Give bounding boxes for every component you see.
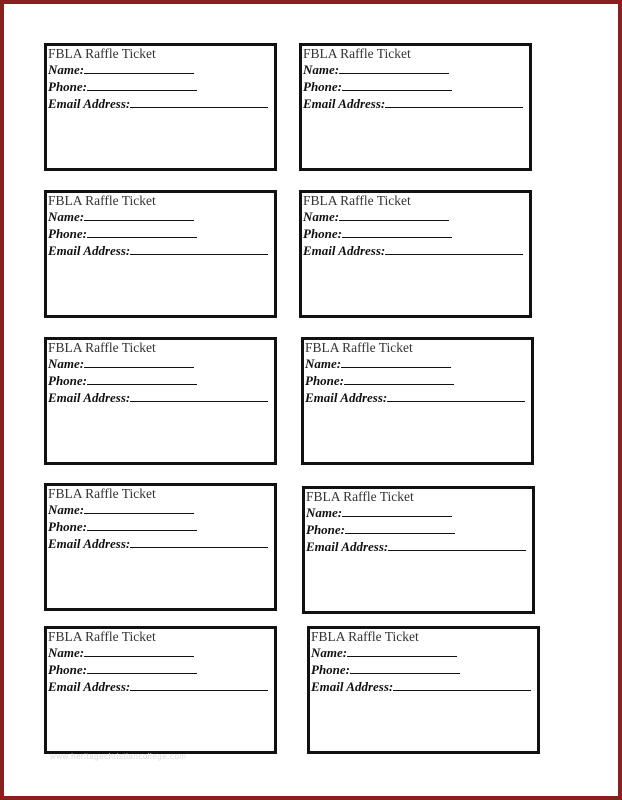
ticket-title: FBLA Raffle Ticket <box>305 340 413 355</box>
phone-blank-line <box>350 662 460 674</box>
name-field <box>48 502 194 517</box>
email-field <box>305 390 525 405</box>
phone-field <box>48 519 197 534</box>
watermark: www.heritagechristiancollege.com <box>50 752 187 761</box>
phone-field <box>48 79 197 94</box>
phone-blank-line <box>342 226 452 238</box>
name-field <box>303 62 449 77</box>
email-label: Email Address: <box>303 243 386 258</box>
name-field <box>48 209 194 224</box>
email-blank-line <box>385 243 523 255</box>
email-label: Email Address: <box>48 536 131 551</box>
name-label: Name: <box>48 645 85 660</box>
name-blank-line <box>339 62 449 74</box>
phone-label: Phone: <box>311 662 350 677</box>
name-label: Name: <box>48 62 85 77</box>
email-field <box>303 96 523 111</box>
email-field <box>306 539 526 554</box>
ticket-title: FBLA Raffle Ticket <box>303 193 411 208</box>
name-field <box>48 62 194 77</box>
email-label: Email Address: <box>311 679 394 694</box>
phone-field <box>303 79 452 94</box>
ticket-title: FBLA Raffle Ticket <box>303 46 411 61</box>
name-label: Name: <box>303 209 340 224</box>
name-field <box>305 356 451 371</box>
email-blank-line <box>130 536 268 548</box>
raffle-ticket <box>44 337 277 465</box>
email-blank-line <box>130 96 268 108</box>
raffle-ticket <box>307 626 540 754</box>
ticket-title: FBLA Raffle Ticket <box>48 340 156 355</box>
phone-label: Phone: <box>48 662 87 677</box>
email-label: Email Address: <box>305 390 388 405</box>
email-blank-line <box>385 96 523 108</box>
ticket-title: FBLA Raffle Ticket <box>48 193 156 208</box>
name-blank-line <box>84 502 194 514</box>
name-blank-line <box>339 209 449 221</box>
ticket-title: FBLA Raffle Ticket <box>48 46 156 61</box>
phone-label: Phone: <box>48 373 87 388</box>
name-label: Name: <box>48 502 85 517</box>
name-field <box>48 645 194 660</box>
raffle-ticket <box>299 190 532 318</box>
ticket-title: FBLA Raffle Ticket <box>48 629 156 644</box>
phone-label: Phone: <box>303 226 342 241</box>
ticket-title: FBLA Raffle Ticket <box>311 629 419 644</box>
phone-field <box>48 226 197 241</box>
phone-label: Phone: <box>306 522 345 537</box>
name-blank-line <box>342 505 452 517</box>
email-label: Email Address: <box>48 390 131 405</box>
phone-blank-line <box>344 373 454 385</box>
name-label: Name: <box>311 645 348 660</box>
name-blank-line <box>84 356 194 368</box>
email-blank-line <box>130 390 268 402</box>
name-label: Name: <box>306 505 343 520</box>
email-blank-line <box>130 679 268 691</box>
name-field <box>306 505 452 520</box>
phone-label: Phone: <box>48 519 87 534</box>
phone-label: Phone: <box>303 79 342 94</box>
email-field <box>48 390 268 405</box>
email-label: Email Address: <box>48 96 131 111</box>
name-label: Name: <box>48 356 85 371</box>
phone-blank-line <box>342 79 452 91</box>
email-field <box>48 243 268 258</box>
ticket-title: FBLA Raffle Ticket <box>48 486 156 501</box>
phone-blank-line <box>87 79 197 91</box>
raffle-ticket <box>302 486 535 614</box>
email-field <box>303 243 523 258</box>
raffle-ticket <box>44 43 277 171</box>
email-field <box>48 679 268 694</box>
email-label: Email Address: <box>48 679 131 694</box>
name-label: Name: <box>305 356 342 371</box>
phone-field <box>48 373 197 388</box>
phone-field <box>305 373 454 388</box>
email-field <box>48 96 268 111</box>
email-label: Email Address: <box>48 243 131 258</box>
name-blank-line <box>347 645 457 657</box>
raffle-ticket <box>44 626 277 754</box>
name-field <box>303 209 449 224</box>
email-blank-line <box>388 539 526 551</box>
raffle-ticket <box>299 43 532 171</box>
name-field <box>311 645 457 660</box>
phone-blank-line <box>87 226 197 238</box>
name-blank-line <box>84 209 194 221</box>
name-blank-line <box>84 62 194 74</box>
phone-label: Phone: <box>48 226 87 241</box>
name-field <box>48 356 194 371</box>
phone-field <box>48 662 197 677</box>
ticket-title: FBLA Raffle Ticket <box>306 489 414 504</box>
phone-field <box>306 522 455 537</box>
name-blank-line <box>341 356 451 368</box>
phone-blank-line <box>345 522 455 534</box>
phone-field <box>303 226 452 241</box>
name-label: Name: <box>303 62 340 77</box>
raffle-ticket <box>301 337 534 465</box>
email-blank-line <box>387 390 525 402</box>
name-label: Name: <box>48 209 85 224</box>
email-label: Email Address: <box>306 539 389 554</box>
phone-blank-line <box>87 519 197 531</box>
phone-label: Phone: <box>48 79 87 94</box>
email-label: Email Address: <box>303 96 386 111</box>
phone-blank-line <box>87 662 197 674</box>
email-field <box>311 679 531 694</box>
email-field <box>48 536 268 551</box>
phone-field <box>311 662 460 677</box>
name-blank-line <box>84 645 194 657</box>
email-blank-line <box>393 679 531 691</box>
phone-blank-line <box>87 373 197 385</box>
raffle-ticket <box>44 483 277 611</box>
raffle-ticket <box>44 190 277 318</box>
email-blank-line <box>130 243 268 255</box>
phone-label: Phone: <box>305 373 344 388</box>
